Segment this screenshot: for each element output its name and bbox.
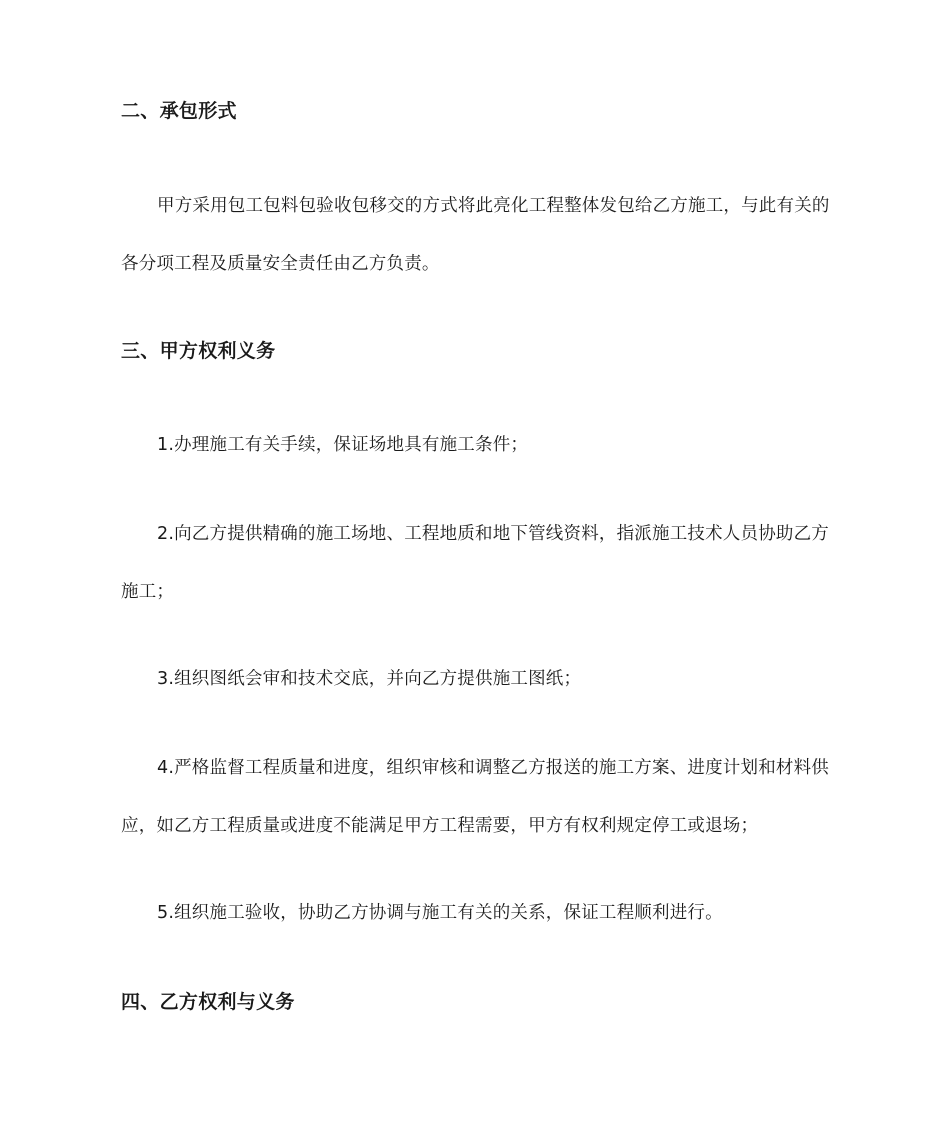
paragraph-party-a-item-3: 3.组织图纸会审和技术交底，并向乙方提供施工图纸； — [157, 669, 582, 689]
paragraph-party-a-item-1: 1.办理施工有关手续，保证场地具有施工条件； — [157, 435, 529, 455]
paragraph-party-a-item-4: 4.严格监督工程质量和进度，组织审核和调整乙方报送的施工方案、进度计划和材料供应，如乙方工程质量或进度不能满足甲方工程需要，甲方有权利规定停工或退场； — [121, 758, 829, 836]
section-heading-party-b-rights: 四、乙方权利与义务 — [121, 991, 295, 1013]
paragraph-party-a-item-5: 5.组织施工验收，协助乙方协调与施工有关的关系，保证工程顺利进行。 — [157, 903, 723, 923]
section-heading-party-a-rights: 三、甲方权利义务 — [121, 340, 276, 362]
paragraph-contract-form: 甲方采用包工包料包验收包移交的方式将此亮化工程整体发包给乙方施工，与此有关的各分项工程及质量安全责任由乙方负责。 — [121, 196, 830, 274]
paragraph-party-a-item-2: 2.向乙方提供精确的施工场地、工程地质和地下管线资料，指派施工技术人员协助乙方施工； — [121, 524, 829, 602]
section-heading-contract-form: 二、承包形式 — [121, 100, 237, 122]
